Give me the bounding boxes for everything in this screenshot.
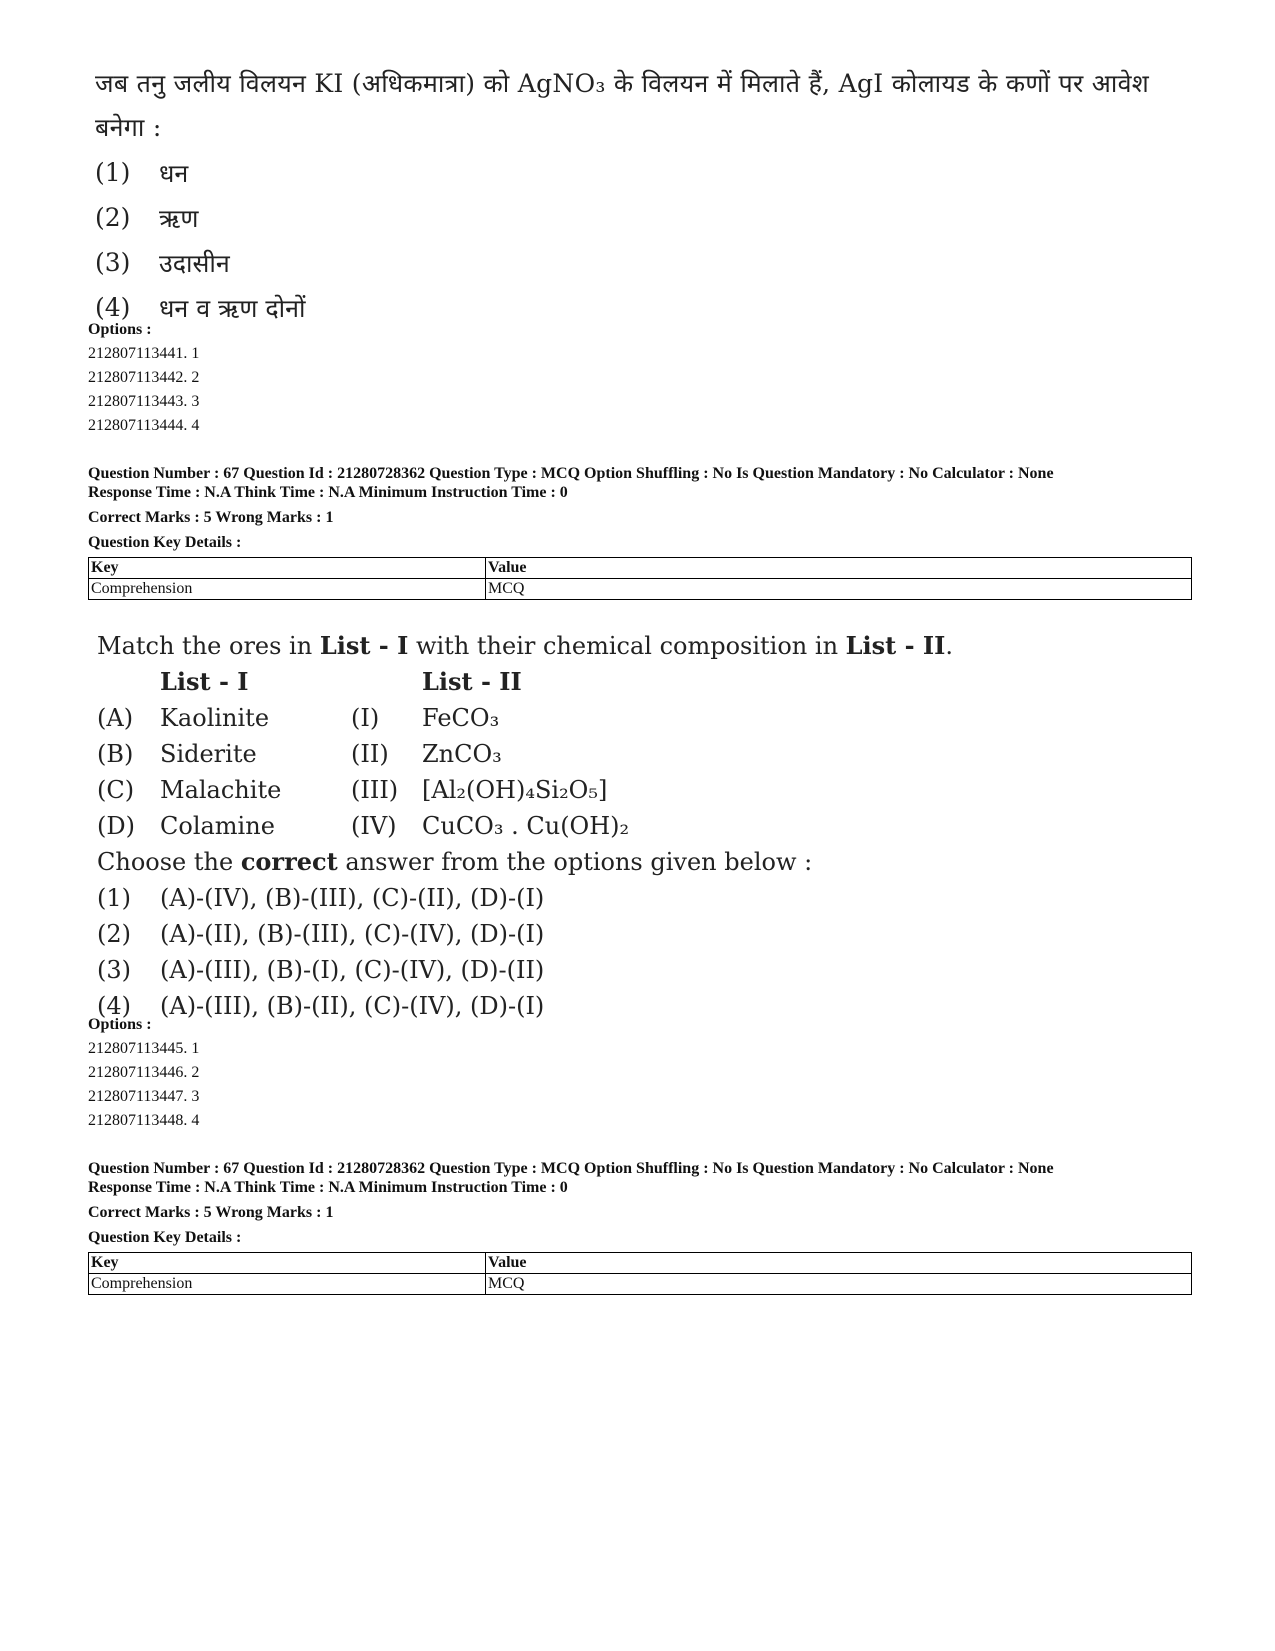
option-id: 212807113444. 4 [88,417,200,434]
question-1-option [95,285,1195,330]
table-cell-value: MCQ [486,579,1192,600]
question-1-body [95,62,1195,330]
key-details-table [88,1252,1192,1295]
question-2-option-ids [88,1013,199,1133]
question-1-option [95,240,1195,285]
option-text: धन [159,158,189,188]
table-cell-key: Comprehension [89,579,486,600]
match-row: (A) Kaolinite (I) FeCO₃ [97,704,500,732]
options-label: Options : [88,321,152,338]
match-row: (D) Colamine (IV) CuCO₃ . Cu(OH)₂ [97,812,630,840]
question-info-line: Question Number : 67 Question Id : 21280728362 Question Type : MCQ Option Shuffling : No Is Question Mandatory : No Calculator : None [88,465,1054,482]
option-id: 212807113443. 3 [88,393,200,410]
question-1-stem-line2: बनेगा : [95,113,162,142]
table-cell-key: Comprehension [89,1274,486,1295]
question-metadata-2 [88,1159,1192,1295]
option-id: 212807113442. 2 [88,369,200,386]
question-2-body [97,628,1197,1024]
list-2-header: List - II [422,667,522,696]
option-id: 212807113448. 4 [88,1112,200,1129]
timing-info-line: Response Time : N.A Think Time : N.A Minimum Instruction Time : 0 [88,484,568,501]
match-row: (C) Malachite (III) [Al₂(OH)₄Si₂O₅] [97,776,608,804]
question-2-stem: Match the ores in List - I with their chemical composition in List - II. [97,631,954,660]
table-cell-value: MCQ [486,1274,1192,1295]
table-header-key: Key [89,558,486,579]
option-text: उदासीन [159,248,230,278]
option-text: धन व ऋण दोनों [159,293,306,323]
options-label: Options : [88,1016,152,1033]
table-header-value: Value [486,1253,1192,1274]
key-details-label: Question Key Details : [88,1229,242,1246]
option-number: (1) [95,158,131,187]
question-metadata-1 [88,464,1192,600]
question-2-option: (3) (A)-(III), (B)-(I), (C)-(IV), (D)-(II) [97,956,545,984]
question-2-option: (2) (A)-(II), (B)-(III), (C)-(IV), (D)-(I) [97,920,545,948]
marks-line: Correct Marks : 5 Wrong Marks : 1 [88,509,334,526]
option-text: ऋण [159,203,199,233]
question-1-option [95,195,1195,240]
option-number: (4) [95,293,131,322]
question-1-option [95,150,1195,195]
list-headers [97,664,1197,700]
option-id: 212807113446. 2 [88,1064,200,1081]
match-row: (B) Siderite (II) ZnCO₃ [97,740,502,768]
marks-line: Correct Marks : 5 Wrong Marks : 1 [88,1204,334,1221]
list-1-header: List - I [160,667,249,696]
option-number: (3) [95,248,131,277]
key-details-label: Question Key Details : [88,534,242,551]
option-id: 212807113447. 3 [88,1088,200,1105]
table-header-key: Key [89,1253,486,1274]
question-1-stem-line1: जब तनु जलीय विलयन KI (अधिकमात्रा) को AgNO₃ के विलयन में मिलाते हैं, AgI कोलायड के कणों पर आवेश [95,69,1150,98]
option-id: 212807113441. 1 [88,345,200,362]
option-id: 212807113445. 1 [88,1040,200,1057]
option-number: (2) [95,203,131,232]
table-header-value: Value [486,558,1192,579]
question-info-line: Question Number : 67 Question Id : 21280728362 Question Type : MCQ Option Shuffling : No Is Question Mandatory : No Calculator : None [88,1160,1054,1177]
timing-info-line: Response Time : N.A Think Time : N.A Minimum Instruction Time : 0 [88,1179,568,1196]
question-2-option: (4) (A)-(III), (B)-(II), (C)-(IV), (D)-(I) [97,992,545,1020]
key-details-table [88,557,1192,600]
question-1-option-ids [88,318,199,438]
question-2-choose-line: Choose the correct answer from the options given below : [97,847,813,876]
question-2-option: (1) (A)-(IV), (B)-(III), (C)-(II), (D)-(I) [97,884,545,912]
